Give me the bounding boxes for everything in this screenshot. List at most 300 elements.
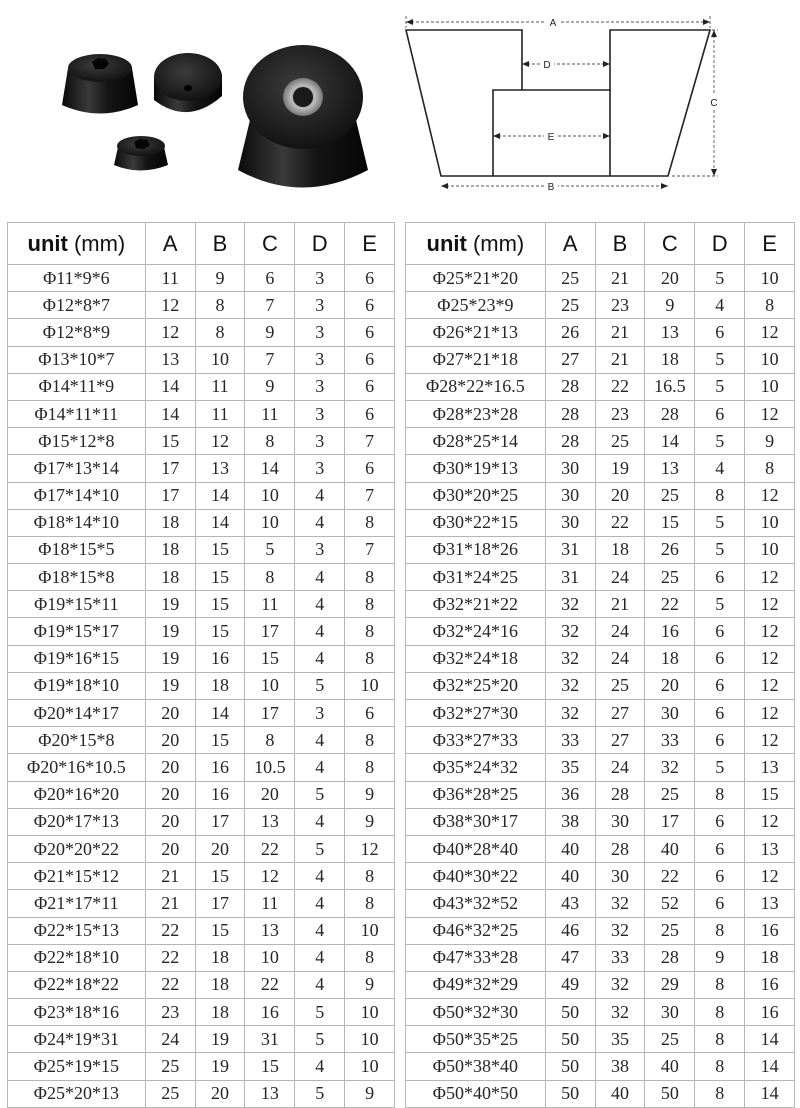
table-cell-value: 20 (145, 808, 195, 835)
table-cell-value: 6 (695, 564, 745, 591)
table-cell-value: 10 (345, 1026, 395, 1053)
table-cell-size: Φ19*15*11 (8, 591, 146, 618)
table-cell-value: 9 (345, 781, 395, 808)
table-row (8, 265, 395, 292)
table-row (8, 944, 395, 971)
table-cell-value: 15 (195, 536, 245, 563)
table-row (8, 509, 395, 536)
table-cell-size: Φ20*20*22 (8, 835, 146, 862)
table-row (406, 971, 795, 998)
table-cell-value: 14 (745, 1026, 795, 1053)
table-cell-value: 4 (695, 292, 745, 319)
table-row (8, 727, 395, 754)
table-cell-value: 40 (645, 1053, 695, 1080)
table-row (406, 672, 795, 699)
table-cell-value: 21 (145, 890, 195, 917)
table-cell-value: 8 (745, 455, 795, 482)
table-cell-size: Φ20*15*8 (8, 727, 146, 754)
table-cell-value: 24 (595, 754, 645, 781)
table-cell-value: 10 (745, 373, 795, 400)
table-cell-value: 9 (345, 971, 395, 998)
table-cell-value: 9 (195, 265, 245, 292)
table-cell-size: Φ46*32*25 (406, 917, 546, 944)
table-row (8, 292, 395, 319)
table-cell-size: Φ19*16*15 (8, 645, 146, 672)
table-cell-size: Φ20*14*17 (8, 700, 146, 727)
table-row (8, 999, 395, 1026)
table-cell-size: Φ50*38*40 (406, 1053, 546, 1080)
table-cell-value: 15 (195, 564, 245, 591)
table-cell-value: 6 (345, 455, 395, 482)
table-cell-value: 26 (645, 536, 695, 563)
table-cell-value: 28 (595, 835, 645, 862)
table-cell-value: 4 (295, 591, 345, 618)
table-cell-value: 4 (295, 645, 345, 672)
table-cell-value: 15 (195, 917, 245, 944)
table-cell-size: Φ13*10*7 (8, 346, 146, 373)
table-cell-value: 28 (545, 428, 595, 455)
table-cell-value: 36 (545, 781, 595, 808)
table-cell-value: 21 (595, 265, 645, 292)
table-cell-value: 38 (545, 808, 595, 835)
table-cell-value: 6 (345, 373, 395, 400)
table-cell-value: 18 (645, 346, 695, 373)
table-cell-value: 6 (695, 808, 745, 835)
table-cell-size: Φ28*22*16.5 (406, 373, 546, 400)
table-cell-value: 20 (145, 700, 195, 727)
table-cell-size: Φ17*13*14 (8, 455, 146, 482)
table-cell-value: 8 (195, 319, 245, 346)
table-cell-value: 6 (695, 400, 745, 427)
dimension-diagram (396, 0, 800, 210)
table-cell-value: 3 (295, 400, 345, 427)
table-cell-value: 17 (145, 455, 195, 482)
table-row (8, 645, 395, 672)
table-cell-value: 33 (595, 944, 645, 971)
table-cell-value: 32 (545, 700, 595, 727)
table-row (8, 428, 395, 455)
table-cell-value: 14 (745, 1080, 795, 1107)
table-cell-value: 4 (295, 890, 345, 917)
table-cell-size: Φ19*18*10 (8, 672, 146, 699)
table-cell-value: 6 (695, 835, 745, 862)
table-cell-value: 5 (695, 509, 745, 536)
table-cell-value: 33 (645, 727, 695, 754)
table-cell-value: 40 (545, 863, 595, 890)
table-cell-value: 6 (695, 890, 745, 917)
table-cell-value: 17 (645, 808, 695, 835)
table-cell-value: 23 (595, 292, 645, 319)
spec-table-left (7, 222, 395, 1108)
table-row (406, 564, 795, 591)
table-cell-value: 6 (695, 863, 745, 890)
table-cell-size: Φ24*19*31 (8, 1026, 146, 1053)
table-cell-value: 10 (745, 265, 795, 292)
table-cell-size: Φ27*21*18 (406, 346, 546, 373)
table-cell-value: 30 (545, 482, 595, 509)
table-cell-value: 19 (145, 645, 195, 672)
table-cell-size: Φ17*14*10 (8, 482, 146, 509)
table-cell-value: 16 (245, 999, 295, 1026)
table-cell-value: 20 (145, 727, 195, 754)
table-row (406, 319, 795, 346)
table-row (406, 1026, 795, 1053)
table-header-row (8, 223, 395, 265)
table-cell-value: 14 (195, 700, 245, 727)
table-row (8, 971, 395, 998)
table-row (8, 400, 395, 427)
table-cell-value: 7 (345, 482, 395, 509)
table-cell-value: 24 (595, 618, 645, 645)
table-cell-value: 12 (745, 808, 795, 835)
table-cell-value: 15 (645, 509, 695, 536)
header-col-a: A (145, 223, 195, 265)
table-cell-value: 40 (645, 835, 695, 862)
table-row (8, 564, 395, 591)
table-cell-size: Φ15*12*8 (8, 428, 146, 455)
table-cell-value: 15 (195, 591, 245, 618)
table-row (406, 808, 795, 835)
table-cell-value: 22 (595, 373, 645, 400)
table-cell-size: Φ20*17*13 (8, 808, 146, 835)
table-cell-value: 50 (645, 1080, 695, 1107)
table-cell-value: 8 (345, 890, 395, 917)
table-cell-value: 18 (195, 999, 245, 1026)
table-cell-value: 10 (745, 346, 795, 373)
table-cell-value: 35 (545, 754, 595, 781)
table-cell-value: 28 (595, 781, 645, 808)
table-cell-value: 20 (645, 672, 695, 699)
table-cell-size: Φ32*24*16 (406, 618, 546, 645)
table-cell-value: 5 (695, 591, 745, 618)
table-cell-value: 24 (145, 1026, 195, 1053)
table-cell-value: 18 (145, 509, 195, 536)
table-cell-value: 19 (145, 618, 195, 645)
table-cell-size: Φ43*32*52 (406, 890, 546, 917)
table-cell-value: 25 (645, 564, 695, 591)
table-cell-size: Φ36*28*25 (406, 781, 546, 808)
table-cell-value: 4 (295, 808, 345, 835)
table-cell-value: 6 (245, 265, 295, 292)
table-cell-value: 10 (745, 509, 795, 536)
table-cell-value: 5 (295, 781, 345, 808)
table-cell-value: 10 (195, 346, 245, 373)
table-cell-value: 32 (595, 971, 645, 998)
table-cell-value: 19 (595, 455, 645, 482)
table-cell-value: 10 (345, 672, 395, 699)
table-cell-value: 8 (345, 754, 395, 781)
table-cell-value: 5 (695, 346, 745, 373)
table-cell-value: 14 (145, 400, 195, 427)
table-cell-value: 25 (645, 781, 695, 808)
table-cell-value: 22 (645, 591, 695, 618)
table-row (406, 591, 795, 618)
table-cell-size: Φ32*27*30 (406, 700, 546, 727)
table-cell-value: 20 (145, 754, 195, 781)
header-col-d: D (295, 223, 345, 265)
table-cell-value: 32 (545, 591, 595, 618)
table-cell-value: 6 (695, 319, 745, 346)
table-row (8, 835, 395, 862)
table-cell-size: Φ28*23*28 (406, 400, 546, 427)
table-cell-value: 4 (695, 455, 745, 482)
table-cell-value: 40 (545, 835, 595, 862)
diagram-label-a: A (549, 18, 557, 29)
table-cell-value: 18 (745, 944, 795, 971)
table-cell-value: 12 (745, 319, 795, 346)
table-cell-value: 6 (345, 346, 395, 373)
table-cell-value: 22 (145, 944, 195, 971)
table-cell-value: 32 (595, 999, 645, 1026)
table-cell-size: Φ40*30*22 (406, 863, 546, 890)
table-cell-value: 19 (145, 591, 195, 618)
table-row (8, 319, 395, 346)
table-cell-value: 19 (145, 672, 195, 699)
table-cell-value: 24 (595, 645, 645, 672)
table-cell-value: 13 (245, 808, 295, 835)
table-cell-size: Φ14*11*11 (8, 400, 146, 427)
header-col-a: A (545, 223, 595, 265)
table-cell-value: 50 (545, 1053, 595, 1080)
table-row (406, 645, 795, 672)
table-cell-value: 12 (145, 292, 195, 319)
table-cell-value: 8 (345, 944, 395, 971)
table-cell-value: 6 (695, 618, 745, 645)
table-cell-value: 10 (245, 672, 295, 699)
table-row (8, 672, 395, 699)
table-cell-value: 12 (745, 672, 795, 699)
table-row (8, 1053, 395, 1080)
header-col-b: B (195, 223, 245, 265)
table-cell-value: 9 (345, 1080, 395, 1107)
table-cell-value: 43 (545, 890, 595, 917)
table-cell-value: 12 (745, 482, 795, 509)
table-row (8, 455, 395, 482)
table-cell-value: 7 (345, 536, 395, 563)
table-cell-value: 8 (195, 292, 245, 319)
table-cell-value: 5 (695, 754, 745, 781)
table-cell-value: 32 (545, 618, 595, 645)
table-cell-value: 31 (245, 1026, 295, 1053)
table-cell-value: 6 (345, 292, 395, 319)
table-row (8, 917, 395, 944)
table-cell-value: 19 (195, 1026, 245, 1053)
table-cell-value: 3 (295, 700, 345, 727)
table-cell-value: 9 (695, 944, 745, 971)
table-cell-value: 23 (595, 400, 645, 427)
table-cell-size: Φ40*28*40 (406, 835, 546, 862)
table-cell-value: 46 (545, 917, 595, 944)
header-col-e: E (345, 223, 395, 265)
table-row (8, 346, 395, 373)
table-cell-value: 5 (245, 536, 295, 563)
table-cell-value: 22 (245, 835, 295, 862)
table-cell-value: 20 (245, 781, 295, 808)
table-row (8, 808, 395, 835)
table-row (406, 754, 795, 781)
table-cell-value: 13 (245, 1080, 295, 1107)
table-row (8, 536, 395, 563)
table-cell-size: Φ31*24*25 (406, 564, 546, 591)
table-cell-value: 8 (745, 292, 795, 319)
table-cell-value: 8 (695, 971, 745, 998)
table-cell-size: Φ32*24*18 (406, 645, 546, 672)
table-cell-value: 28 (545, 400, 595, 427)
table-cell-size: Φ33*27*33 (406, 727, 546, 754)
table-cell-value: 10 (245, 944, 295, 971)
table-cell-value: 30 (645, 700, 695, 727)
table-cell-size: Φ12*8*7 (8, 292, 146, 319)
table-cell-value: 5 (695, 428, 745, 455)
table-cell-value: 25 (545, 265, 595, 292)
table-cell-value: 8 (245, 564, 295, 591)
table-cell-value: 15 (195, 727, 245, 754)
table-cell-value: 21 (145, 863, 195, 890)
header-col-c: C (245, 223, 295, 265)
table-cell-value: 27 (595, 700, 645, 727)
diagram-label-c: C (710, 98, 718, 109)
table-cell-value: 10.5 (245, 754, 295, 781)
table-cell-value: 52 (645, 890, 695, 917)
table-cell-value: 22 (245, 971, 295, 998)
table-row (406, 727, 795, 754)
table-cell-value: 35 (595, 1026, 645, 1053)
table-cell-size: Φ32*25*20 (406, 672, 546, 699)
table-cell-value: 16 (745, 999, 795, 1026)
table-cell-size: Φ25*19*15 (8, 1053, 146, 1080)
table-cell-value: 32 (545, 672, 595, 699)
table-cell-value: 8 (345, 591, 395, 618)
table-cell-size: Φ21*15*12 (8, 863, 146, 890)
table-cell-value: 10 (745, 536, 795, 563)
table-cell-value: 13 (745, 890, 795, 917)
table-cell-value: 49 (545, 971, 595, 998)
table-row (406, 346, 795, 373)
table-cell-value: 25 (645, 917, 695, 944)
table-cell-value: 30 (645, 999, 695, 1026)
table-cell-size: Φ11*9*6 (8, 265, 146, 292)
table-cell-value: 16 (645, 618, 695, 645)
table-cell-value: 10 (345, 999, 395, 1026)
table-cell-value: 4 (295, 618, 345, 645)
table-cell-value: 6 (695, 672, 745, 699)
table-cell-value: 31 (545, 536, 595, 563)
spec-tables (7, 222, 795, 1104)
table-cell-value: 18 (195, 971, 245, 998)
table-cell-value: 4 (295, 509, 345, 536)
table-cell-value: 12 (245, 863, 295, 890)
table-cell-value: 10 (345, 917, 395, 944)
table-cell-value: 3 (295, 265, 345, 292)
table-cell-value: 18 (645, 645, 695, 672)
table-cell-size: Φ38*30*17 (406, 808, 546, 835)
table-cell-value: 13 (745, 754, 795, 781)
table-cell-value: 26 (545, 319, 595, 346)
table-cell-value: 30 (545, 455, 595, 482)
table-cell-value: 6 (695, 645, 745, 672)
table-row (8, 890, 395, 917)
table-cell-value: 5 (295, 835, 345, 862)
table-cell-value: 5 (295, 672, 345, 699)
table-cell-value: 8 (695, 482, 745, 509)
table-cell-size: Φ12*8*9 (8, 319, 146, 346)
table-cell-size: Φ22*18*22 (8, 971, 146, 998)
table-row (406, 265, 795, 292)
table-header-row (406, 223, 795, 265)
table-cell-value: 13 (145, 346, 195, 373)
table-cell-size: Φ28*25*14 (406, 428, 546, 455)
table-cell-value: 3 (295, 373, 345, 400)
table-cell-value: 4 (295, 1053, 345, 1080)
table-cell-size: Φ32*21*22 (406, 591, 546, 618)
table-cell-value: 11 (195, 373, 245, 400)
table-cell-value: 12 (745, 591, 795, 618)
table-cell-value: 12 (745, 645, 795, 672)
table-cell-size: Φ26*21*13 (406, 319, 546, 346)
header-col-d: D (695, 223, 745, 265)
table-cell-value: 15 (145, 428, 195, 455)
table-cell-value: 24 (595, 564, 645, 591)
table-cell-value: 18 (145, 564, 195, 591)
table-cell-value: 8 (695, 1026, 745, 1053)
table-cell-value: 5 (295, 1080, 345, 1107)
diagram-label-b: B (547, 182, 555, 193)
table-cell-size: Φ22*15*13 (8, 917, 146, 944)
table-cell-value: 8 (245, 428, 295, 455)
table-cell-value: 21 (595, 319, 645, 346)
table-cell-value: 12 (745, 400, 795, 427)
table-row (406, 781, 795, 808)
table-cell-size: Φ35*24*32 (406, 754, 546, 781)
table-cell-value: 50 (545, 999, 595, 1026)
table-cell-value: 28 (545, 373, 595, 400)
table-cell-value: 14 (195, 509, 245, 536)
table-cell-size: Φ19*15*17 (8, 618, 146, 645)
table-cell-value: 20 (645, 265, 695, 292)
table-cell-size: Φ49*32*29 (406, 971, 546, 998)
table-cell-value: 6 (345, 265, 395, 292)
table-cell-value: 10 (345, 1053, 395, 1080)
table-cell-value: 9 (245, 373, 295, 400)
table-cell-value: 8 (695, 999, 745, 1026)
table-cell-value: 6 (345, 319, 395, 346)
header-unit: unit (mm) (8, 223, 146, 265)
table-cell-value: 13 (245, 917, 295, 944)
table-cell-value: 31 (545, 564, 595, 591)
table-row (406, 917, 795, 944)
table-cell-value: 33 (545, 727, 595, 754)
table-cell-value: 8 (695, 917, 745, 944)
table-cell-size: Φ25*23*9 (406, 292, 546, 319)
table-cell-value: 20 (195, 835, 245, 862)
table-cell-value: 28 (645, 944, 695, 971)
table-cell-value: 30 (595, 863, 645, 890)
table-cell-value: 27 (595, 727, 645, 754)
table-cell-value: 3 (295, 536, 345, 563)
table-cell-value: 47 (545, 944, 595, 971)
table-cell-size: Φ50*35*25 (406, 1026, 546, 1053)
header-col-b: B (595, 223, 645, 265)
table-cell-value: 15 (745, 781, 795, 808)
table-cell-value: 4 (295, 944, 345, 971)
table-row (8, 1026, 395, 1053)
table-row (8, 754, 395, 781)
table-cell-value: 22 (595, 509, 645, 536)
table-cell-value: 7 (245, 346, 295, 373)
table-cell-value: 19 (195, 1053, 245, 1080)
table-cell-value: 25 (645, 1026, 695, 1053)
table-cell-value: 8 (245, 727, 295, 754)
